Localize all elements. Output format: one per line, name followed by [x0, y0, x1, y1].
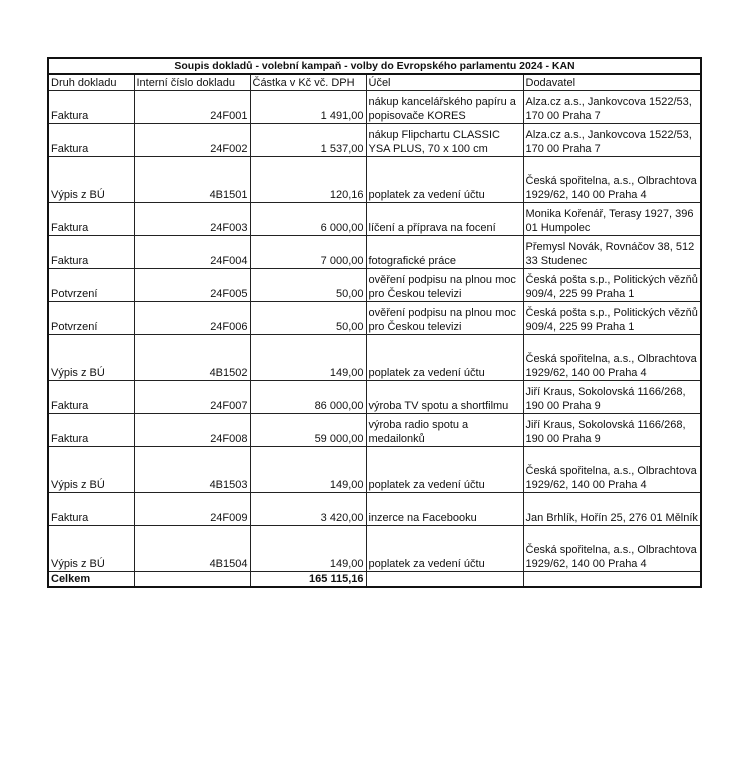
cell-amount: 149,00	[250, 335, 366, 381]
cell-supplier: Monika Kořenář, Terasy 1927, 396 01 Humpolec	[523, 203, 701, 236]
cell-type: Faktura	[48, 91, 134, 124]
cell-supplier: Jiří Kraus, Sokolovská 1166/268, 190 00 Praha 9	[523, 381, 701, 414]
cell-purpose: fotografické práce	[366, 236, 523, 269]
cell-supplier: Jiří Kraus, Sokolovská 1166/268, 190 00 Praha 9	[523, 414, 701, 447]
cell-id: 4B1503	[134, 447, 250, 493]
cell-purpose: inzerce na Facebooku	[366, 493, 523, 526]
cell-amount: 86 000,00	[250, 381, 366, 414]
cell-supplier: Jan Brhlík, Hořín 25, 276 01 Mělník	[523, 493, 701, 526]
cell-type: Výpis z BÚ	[48, 157, 134, 203]
table-row	[48, 236, 701, 269]
cell-amount: 50,00	[250, 302, 366, 335]
cell-id: 24F002	[134, 124, 250, 157]
cell-id: 4B1502	[134, 335, 250, 381]
header-type: Druh dokladu	[48, 74, 134, 91]
cell-amount: 6 000,00	[250, 203, 366, 236]
total-empty-cell	[523, 572, 701, 588]
cell-type: Faktura	[48, 414, 134, 447]
header-row	[48, 74, 701, 91]
cell-id: 24F008	[134, 414, 250, 447]
cell-type: Výpis z BÚ	[48, 447, 134, 493]
cell-id: 24F009	[134, 493, 250, 526]
total-empty-cell	[366, 572, 523, 588]
cell-purpose: poplatek za vedení účtu	[366, 526, 523, 572]
cell-type: Faktura	[48, 124, 134, 157]
cell-id: 24F003	[134, 203, 250, 236]
header-supplier: Dodavatel	[523, 74, 701, 91]
table-row	[48, 124, 701, 157]
cell-amount: 149,00	[250, 447, 366, 493]
cell-type: Faktura	[48, 381, 134, 414]
cell-type: Faktura	[48, 203, 134, 236]
cell-purpose: líčení a příprava na focení	[366, 203, 523, 236]
cell-amount: 50,00	[250, 269, 366, 302]
cell-purpose: nákup kancelářského papíru a popisovače KORES	[366, 91, 523, 124]
total-amount: 165 115,16	[250, 572, 366, 588]
cell-purpose: výroba radio spotu a medailonků	[366, 414, 523, 447]
table-row	[48, 526, 701, 572]
cell-type: Výpis z BÚ	[48, 335, 134, 381]
cell-purpose: výroba TV spotu a shortfilmu	[366, 381, 523, 414]
cell-supplier: Alza.cz a.s., Jankovcova 1522/53, 170 00 Praha 7	[523, 91, 701, 124]
cell-id: 24F006	[134, 302, 250, 335]
table-row	[48, 381, 701, 414]
header-amount: Částka v Kč vč. DPH	[250, 74, 366, 91]
cell-type: Faktura	[48, 236, 134, 269]
cell-type: Potvrzení	[48, 269, 134, 302]
table-row	[48, 91, 701, 124]
cell-purpose: nákup Flipchartu CLASSIC YSA PLUS, 70 x 100 cm	[366, 124, 523, 157]
cell-supplier: Přemysl Novák, Rovnáčov 38, 512 33 Studenec	[523, 236, 701, 269]
cell-amount: 1 491,00	[250, 91, 366, 124]
table-row	[48, 447, 701, 493]
cell-id: 4B1501	[134, 157, 250, 203]
cell-type: Potvrzení	[48, 302, 134, 335]
cell-id: 24F004	[134, 236, 250, 269]
table-row	[48, 493, 701, 526]
table-row	[48, 203, 701, 236]
cell-id: 24F005	[134, 269, 250, 302]
cell-id: 24F001	[134, 91, 250, 124]
total-label: Celkem	[48, 572, 134, 588]
cell-purpose: ověření podpisu na plnou moc pro Českou televizi	[366, 269, 523, 302]
table-row	[48, 335, 701, 381]
table-row	[48, 157, 701, 203]
cell-amount: 1 537,00	[250, 124, 366, 157]
header-id: Interní číslo dokladu	[134, 74, 250, 91]
table-row	[48, 414, 701, 447]
cell-supplier: Česká pošta s.p., Politických vězňů 909/4, 225 99 Praha 1	[523, 269, 701, 302]
cell-type: Výpis z BÚ	[48, 526, 134, 572]
cell-purpose: ověření podpisu na plnou moc pro Českou televizi	[366, 302, 523, 335]
cell-supplier: Česká pošta s.p., Politických vězňů 909/4, 225 99 Praha 1	[523, 302, 701, 335]
total-row	[48, 572, 701, 588]
cell-supplier: Česká spořitelna, a.s., Olbrachtova 1929/62, 140 00 Praha 4	[523, 157, 701, 203]
cell-type: Faktura	[48, 493, 134, 526]
cell-id: 4B1504	[134, 526, 250, 572]
cell-amount: 7 000,00	[250, 236, 366, 269]
cell-amount: 3 420,00	[250, 493, 366, 526]
documents-table	[47, 57, 702, 588]
header-purpose: Účel	[366, 74, 523, 91]
cell-supplier: Česká spořitelna, a.s., Olbrachtova 1929/62, 140 00 Praha 4	[523, 447, 701, 493]
cell-amount: 59 000,00	[250, 414, 366, 447]
cell-supplier: Česká spořitelna, a.s., Olbrachtova 1929/62, 140 00 Praha 4	[523, 526, 701, 572]
cell-purpose: poplatek za vedení účtu	[366, 447, 523, 493]
cell-supplier: Alza.cz a.s., Jankovcova 1522/53, 170 00 Praha 7	[523, 124, 701, 157]
table-row	[48, 302, 701, 335]
total-empty-cell	[134, 572, 250, 588]
cell-supplier: Česká spořitelna, a.s., Olbrachtova 1929/62, 140 00 Praha 4	[523, 335, 701, 381]
table-row	[48, 269, 701, 302]
table-title: Soupis dokladů - volební kampaň - volby do Evropského parlamentu 2024 - KAN	[48, 58, 701, 74]
cell-amount: 149,00	[250, 526, 366, 572]
cell-id: 24F007	[134, 381, 250, 414]
cell-purpose: poplatek za vedení účtu	[366, 335, 523, 381]
cell-purpose: poplatek za vedení účtu	[366, 157, 523, 203]
cell-amount: 120,16	[250, 157, 366, 203]
